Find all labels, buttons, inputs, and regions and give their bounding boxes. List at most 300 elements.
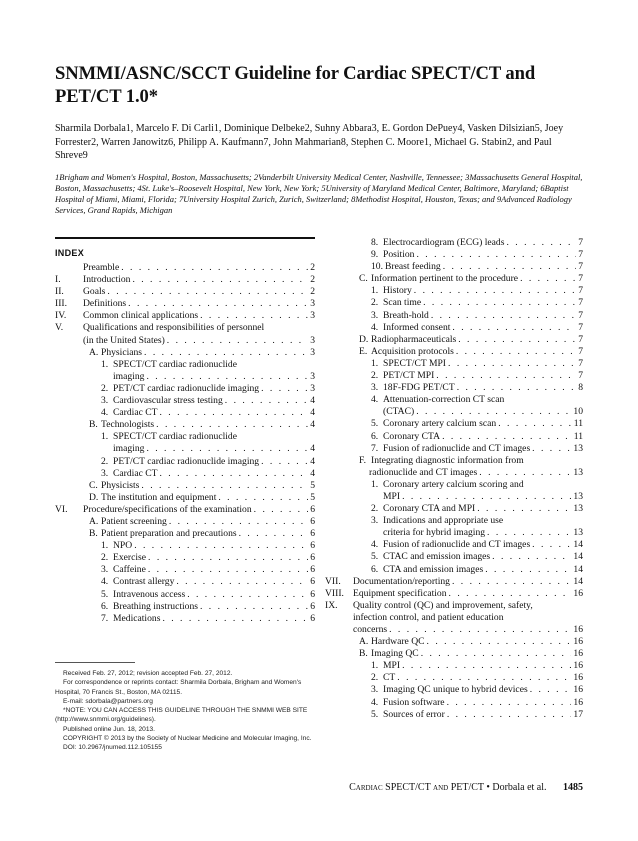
toc-entry-title: Radiopharmaceuticals [371,333,457,345]
toc-leader-dots [261,383,308,395]
toc-entry [325,479,583,491]
toc-entry [325,467,583,479]
toc-entry-number: III. [55,298,67,310]
toc-entry [325,394,583,406]
toc-entry-number: 4. [101,576,109,588]
toc-leader-dots [134,540,308,552]
toc-entry-page: 4 [310,407,315,419]
toc-entry-page: 7 [578,345,583,357]
toc-entry-title: criteria for hybrid imaging [383,527,486,539]
toc-entry-title: Documentation/reporting [353,575,450,587]
toc-list-right [325,237,583,721]
running-head-rest: PET/CT • Dorbala et al. [450,782,547,793]
toc-entry-page: 4 [310,467,315,479]
toc-entry-page: 7 [578,321,583,333]
toc-entry-title: Position [383,249,415,261]
toc-entry [325,576,583,588]
toc-entry [325,527,583,539]
toc-entry [55,613,315,625]
toc-leader-dots [160,407,309,419]
toc-entry-title: Patient screening [101,515,167,527]
toc-entry-page: 11 [573,418,583,430]
toc-leader-dots [218,492,308,504]
toc-entry-number: B. [359,648,368,660]
toc-entry-number: 1. [371,478,379,490]
toc-entry-title: SPECT/CT MPI [383,357,447,369]
toc-leader-dots [389,624,571,636]
toc-entry-title: SPECT/CT cardiac radionuclide [113,431,237,443]
toc-entry-page: 7 [578,261,583,273]
toc-entry-page: 7 [578,249,583,261]
running-head-spectct: SPECT/CT [385,782,431,793]
footnote-rule [55,662,135,663]
toc-leader-dots [443,261,577,273]
toc-entry-page: 7 [578,370,583,382]
toc-leader-dots [225,395,308,407]
toc-leader-dots [148,564,308,576]
toc-entry-number: 5. [371,708,379,720]
toc-entry-title: Medications [113,612,161,624]
toc-leader-dots [447,709,572,721]
toc-entry-title: Coronary CTA and MPI [383,503,476,515]
toc-entry-number: C. [359,273,368,285]
toc-leader-dots [148,552,308,564]
toc-entry-page: 7 [578,309,583,321]
toc-entry-title: Sources of error [383,708,445,720]
toc-entry-page: 4 [310,395,315,407]
toc-entry-page: 14 [573,575,583,587]
toc-entry [325,564,583,576]
toc-entry-number: 1. [101,540,109,552]
toc-entry [55,468,315,480]
toc-entry-title: Coronary artery calcium scoring and [383,478,524,490]
toc-entry [55,347,315,359]
toc-entry [325,249,583,261]
toc-entry-title: Common clinical applications [83,310,199,322]
toc-entry [325,334,583,346]
toc-entry-title: Physicists [101,479,140,491]
toc-entry-number: 6. [371,563,379,575]
toc-entry [325,310,583,322]
header-block [55,62,583,217]
toc-entry [325,515,583,527]
toc-entry-title: Breast feeding [385,261,441,273]
toc-entry [325,285,583,297]
toc-entry-number: 6. [371,430,379,442]
toc-entry [55,516,315,528]
toc-leader-dots [254,504,309,516]
toc-leader-dots [452,576,571,588]
toc-entry-page: 16 [573,636,583,648]
toc-leader-dots [146,443,308,455]
toc-entry-title: Cardiovascular stress testing [113,395,223,407]
toc-entry-page: 13 [573,466,583,478]
toc-entry-title: Hardware QC [371,636,425,648]
toc-leader-dots [414,285,576,297]
toc-entry-page: 16 [573,648,583,660]
toc-entry-number: A. [359,636,369,648]
toc-leader-dots [485,564,571,576]
toc-entry-page: 6 [310,528,315,540]
toc-entry-title: radionuclide and CT images [369,466,478,478]
toc-entry-number: B. [89,528,98,540]
toc-entry-page: 16 [573,587,583,599]
toc-leader-dots [121,262,308,274]
toc-entry-title: Scan time [383,297,422,309]
toc-entry [55,552,315,564]
toc-leader-dots [452,322,576,334]
toc-entry-number: 3. [371,309,379,321]
page-number: 1485 [563,782,583,793]
toc-leader-dots [416,249,576,261]
toc-leader-dots [128,298,308,310]
toc-entry-title: Exercise [113,552,147,564]
toc-entry [325,697,583,709]
toc-entry-number: IX. [325,599,338,611]
toc-entry-number: VIII. [325,587,344,599]
toc-entry-title: Breath-hold [383,309,429,321]
toc-leader-dots [176,576,308,588]
toc-entry-title: Electrocardiogram (ECG) leads [383,237,505,248]
toc-entry-number: 3. [371,515,379,527]
toc-entry [325,455,583,467]
toc-entry-title: Fusion software [383,696,445,708]
toc-entry-number: 1. [101,431,109,443]
toc-entry-page: 13 [573,442,583,454]
toc-entry-number: 8. [371,237,379,248]
toc-entry-title: History [383,285,412,297]
toc-leader-dots [160,468,309,480]
toc-entry-title: Introduction [83,274,131,286]
toc-entry-page: 3 [310,298,315,310]
toc-entry-page: 14 [573,563,583,575]
toc-entry [55,528,315,540]
toc-entry-number: 5. [371,418,379,430]
toc-entry [325,358,583,370]
toc-leader-dots [423,297,576,309]
toc-entry-page: 16 [573,684,583,696]
toc-entry-page: 6 [310,540,315,552]
toc-entry-page: 17 [573,708,583,720]
toc-entry-number: 2. [101,382,109,394]
toc-leader-dots [402,660,571,672]
affiliations: 1Brigham and Women's Hospital, Boston, Massachusetts; 2Vanderbilt University Medical Center, Nashville, Tennessee; 3Massachusetts General Hospital, Boston, Massachusetts; 4St. Luke's–Roosevelt Hospital, New York, New York; 5University of Maryland Medical Center, Baltimore, Maryland; 6Baptist Hospital of Miami, Miami, Florida; 7University Hospital Zurich, Zurich, Switzerland; 8Methodist Hospital, Houston, Texas; and 9Advanced Radiology Services, Grand Rapids, Michigan [55,171,583,216]
toc-leader-dots [530,684,572,696]
toc-entry-title: Intravenous access [113,588,186,600]
toc-entry-title: Preamble [83,262,120,273]
toc-entry-page: 7 [578,333,583,345]
toc-entry [55,601,315,613]
footnote-line: Published online Jun. 18, 2013. [63,725,156,733]
toc-entry [55,310,315,322]
toc-entry-page: 6 [310,588,315,600]
toc-entry [325,418,583,430]
toc-entry-number: 5. [371,551,379,563]
toc-entry-number: D. [359,333,369,345]
toc-entry-page: 6 [310,515,315,527]
toc-entry [55,335,315,347]
toc-entry-page: 6 [310,503,315,515]
toc-entry-title: Goals [83,286,106,298]
toc-leader-dots [449,588,572,600]
footnote-list [55,669,313,753]
toc-entry [325,237,583,249]
toc-leader-dots [477,503,571,515]
toc-entry-page: 13 [573,527,583,539]
toc-entry-number: C. [89,479,98,491]
toc-leader-dots [167,335,308,347]
toc-entry-number: 3. [101,395,109,407]
toc-entry [55,456,315,468]
toc-entry-number: 1. [371,285,379,297]
toc-entry-number: 3. [371,684,379,696]
toc-entry [325,443,583,455]
toc-entry-title: Caffeine [113,564,146,576]
toc-entry [325,503,583,515]
toc-entry-title: Imaging QC [371,648,419,660]
toc-list-left [55,262,315,625]
toc-entry-page: 14 [573,539,583,551]
toc-entry-page: 4 [310,419,315,431]
toc-entry-title: Acquisition protocols [371,345,454,357]
toc-entry-title: Physicians [101,346,143,358]
footnote-line: DOI: 10.2967/jnumed.112.105155 [63,744,162,752]
toc-entry-number: 1. [371,357,379,369]
toc-entry-number: 6. [101,600,109,612]
toc-leader-dots [169,516,308,528]
toc-entry-page: 10 [573,406,583,418]
index-left-column [55,240,315,625]
toc-entry-page: 2 [310,262,315,273]
toc-entry-page: 4 [310,455,315,467]
toc-entry-number: VII. [325,575,341,587]
toc-entry [55,564,315,576]
toc-leader-dots [156,419,308,431]
toc-entry [55,480,315,492]
toc-entry-number: 1. [101,358,109,370]
toc-entry-title: Procedure/specifications of the examination [83,503,252,515]
toc-entry-number: A. [89,515,99,527]
toc-entry-page: 6 [310,600,315,612]
toc-entry-title: imaging [113,443,145,455]
toc-entry [325,273,583,285]
toc-leader-dots [448,358,576,370]
toc-entry-page: 7 [578,297,583,309]
toc-entry [325,672,583,684]
toc-entry-title: concerns [353,624,388,635]
footnote-line: COPYRIGHT © 2013 by the Society of Nuclear Medicine and Molecular Imaging, Inc. [63,735,312,743]
toc-entry-title: Fusion of radionuclide and CT images [383,442,531,454]
toc-entry [325,431,583,443]
toc-entry [325,346,583,358]
toc-entry-number: 10. [371,261,383,273]
toc-entry [55,407,315,419]
toc-entry-title: The institution and equipment [101,491,217,503]
toc-entry [55,286,315,298]
toc-entry-page: 11 [573,430,583,442]
toc-entry-title: Integrating diagnostic information from [371,454,524,466]
toc-entry [325,261,583,273]
toc-entry-number: E. [359,345,368,357]
toc-entry-title: Equipment specification [353,587,447,599]
toc-entry [325,370,583,382]
toc-entry-page: 2 [310,274,315,286]
toc-entry-page: 3 [310,370,315,382]
page-footer [305,782,583,793]
toc-entry-title: NPO [113,540,133,552]
toc-entry-title: CTAC and emission images [383,551,491,563]
toc-entry [55,298,315,310]
toc-entry-number: IV. [55,310,67,322]
toc-entry [325,491,583,503]
toc-entry-number: 4. [371,321,379,333]
toc-entry-title: Imaging QC unique to hybrid devices [383,684,528,696]
toc-entry [55,322,315,334]
toc-entry-title: 18F-FDG PET/CT [383,382,455,394]
toc-entry-title: infection control, and patient education [353,611,504,623]
toc-entry [325,624,583,636]
toc-entry-number: 9. [371,249,379,261]
toc-entry-number: 4. [371,539,379,551]
toc-entry [325,588,583,600]
toc-leader-dots [487,527,571,539]
toc-entry-page: 7 [578,273,583,285]
toc-leader-dots [402,491,571,503]
toc-leader-dots [506,237,576,249]
toc-entry-number: 7. [101,612,109,624]
toc-entry-page: 6 [310,576,315,588]
toc-entry-page: 7 [578,237,583,248]
toc-leader-dots [416,406,571,418]
toc-leader-dots [141,480,308,492]
toc-entry-number: 3. [101,467,109,479]
toc-entry [55,262,315,274]
toc-entry-title: imaging [113,370,145,382]
toc-entry [325,322,583,334]
toc-entry-page: 6 [310,564,315,576]
toc-entry [55,576,315,588]
toc-entry-number: 2. [101,552,109,564]
toc-entry [55,589,315,601]
toc-leader-dots [200,601,308,613]
toc-entry-title: Contrast allergy [113,576,175,588]
toc-entry-title: PET/CT cardiac radionuclide imaging [113,382,260,394]
toc-entry-number: D. [89,491,99,503]
toc-entry-number: V. [55,322,64,334]
index-rule [55,237,315,239]
toc-entry-number: B. [89,419,98,431]
toc-leader-dots [187,589,308,601]
toc-entry-title: Coronary artery calcium scan [383,418,497,430]
toc-entry-title: (in the United States) [83,334,165,346]
toc-entry [55,504,315,516]
toc-entry [55,443,315,455]
toc-entry [55,540,315,552]
toc-leader-dots [532,539,571,551]
toc-leader-dots [498,418,572,430]
toc-entry [325,636,583,648]
footnote-block [55,662,313,753]
toc-entry-title: Patient preparation and precautions [101,528,237,540]
toc-entry [55,274,315,286]
toc-entry-page: 3 [310,346,315,358]
toc-entry-number: F. [359,454,366,466]
toc-entry [325,297,583,309]
toc-leader-dots [457,382,577,394]
toc-entry-page: 4 [310,443,315,455]
toc-leader-dots [261,456,308,468]
toc-entry-page: 16 [573,696,583,708]
footnote-line: *NOTE: YOU CAN ACCESS THIS GUIDELINE THROUGH THE SNMMI WEB SITE (http://www.snmmi.org/guidelines). [55,707,308,724]
toc-leader-dots [431,310,576,322]
toc-entry-title: Fusion of radionuclide and CT images [383,539,531,551]
toc-entry-number: 1. [371,660,379,672]
toc-entry-number: 3. [101,564,109,576]
toc-entry-number: I. [55,274,61,286]
toc-entry [325,539,583,551]
toc-entry-title: CT [383,672,396,684]
toc-entry-number: 2. [371,297,379,309]
toc-entry-page: 5 [310,491,315,503]
toc-entry [55,371,315,383]
toc-leader-dots [239,528,309,540]
toc-entry-number: II. [55,286,64,298]
running-head-and: and [433,782,449,793]
toc-entry-title: SPECT/CT cardiac radionuclide [113,358,237,370]
toc-entry-page: 3 [310,334,315,346]
toc-entry-page: 2 [310,286,315,298]
running-head-cardiac: Cardiac [349,782,383,793]
toc-leader-dots [132,274,308,286]
toc-entry [55,419,315,431]
toc-entry-page: 3 [310,382,315,394]
index-heading: INDEX [55,248,85,258]
author-list: Sharmila Dorbala1, Marcelo F. Di Carli1, Dominique Delbeke2, Suhny Abbara3, E. Gordon DePuey4, Vasken Dilsizian5, Joey Forrester2, Warren Janowitz6, Philipp A. Kaufmann7, John Mahmarian8, Stephen C. Moore1, Michael G. Stabin2, and Paul Shreve9 [55,123,564,162]
toc-entry [55,492,315,504]
toc-entry-page: 16 [573,660,583,672]
toc-entry-title: MPI [383,490,401,502]
toc-leader-dots [492,551,571,563]
toc-entry [325,660,583,672]
toc-leader-dots [479,467,571,479]
toc-entry-page: 13 [573,490,583,502]
toc-leader-dots [397,672,571,684]
toc-entry [325,551,583,563]
toc-entry-title: Cardiac CT [113,407,158,419]
toc-entry-number: 2. [371,672,379,684]
toc-entry-page: 14 [573,551,583,563]
toc-entry-page: 16 [573,624,583,635]
toc-entry [55,383,315,395]
toc-entry [55,431,315,443]
toc-entry-title: Qualifications and responsibilities of personnel [83,322,265,334]
toc-leader-dots [427,636,572,648]
toc-entry-title: PET/CT MPI [383,370,435,382]
toc-entry-number: 3. [371,382,379,394]
toc-entry [325,600,583,612]
toc-entry [325,684,583,696]
toc-entry-page: 7 [578,357,583,369]
toc-entry [325,612,583,624]
toc-entry-number: 2. [371,503,379,515]
toc-entry-title: CTA and emission images [383,563,484,575]
toc-entry [55,359,315,371]
toc-leader-dots [532,443,571,455]
toc-entry [325,406,583,418]
index-right-column [325,237,583,721]
toc-entry-page: 13 [573,503,583,515]
toc-leader-dots [144,347,308,359]
